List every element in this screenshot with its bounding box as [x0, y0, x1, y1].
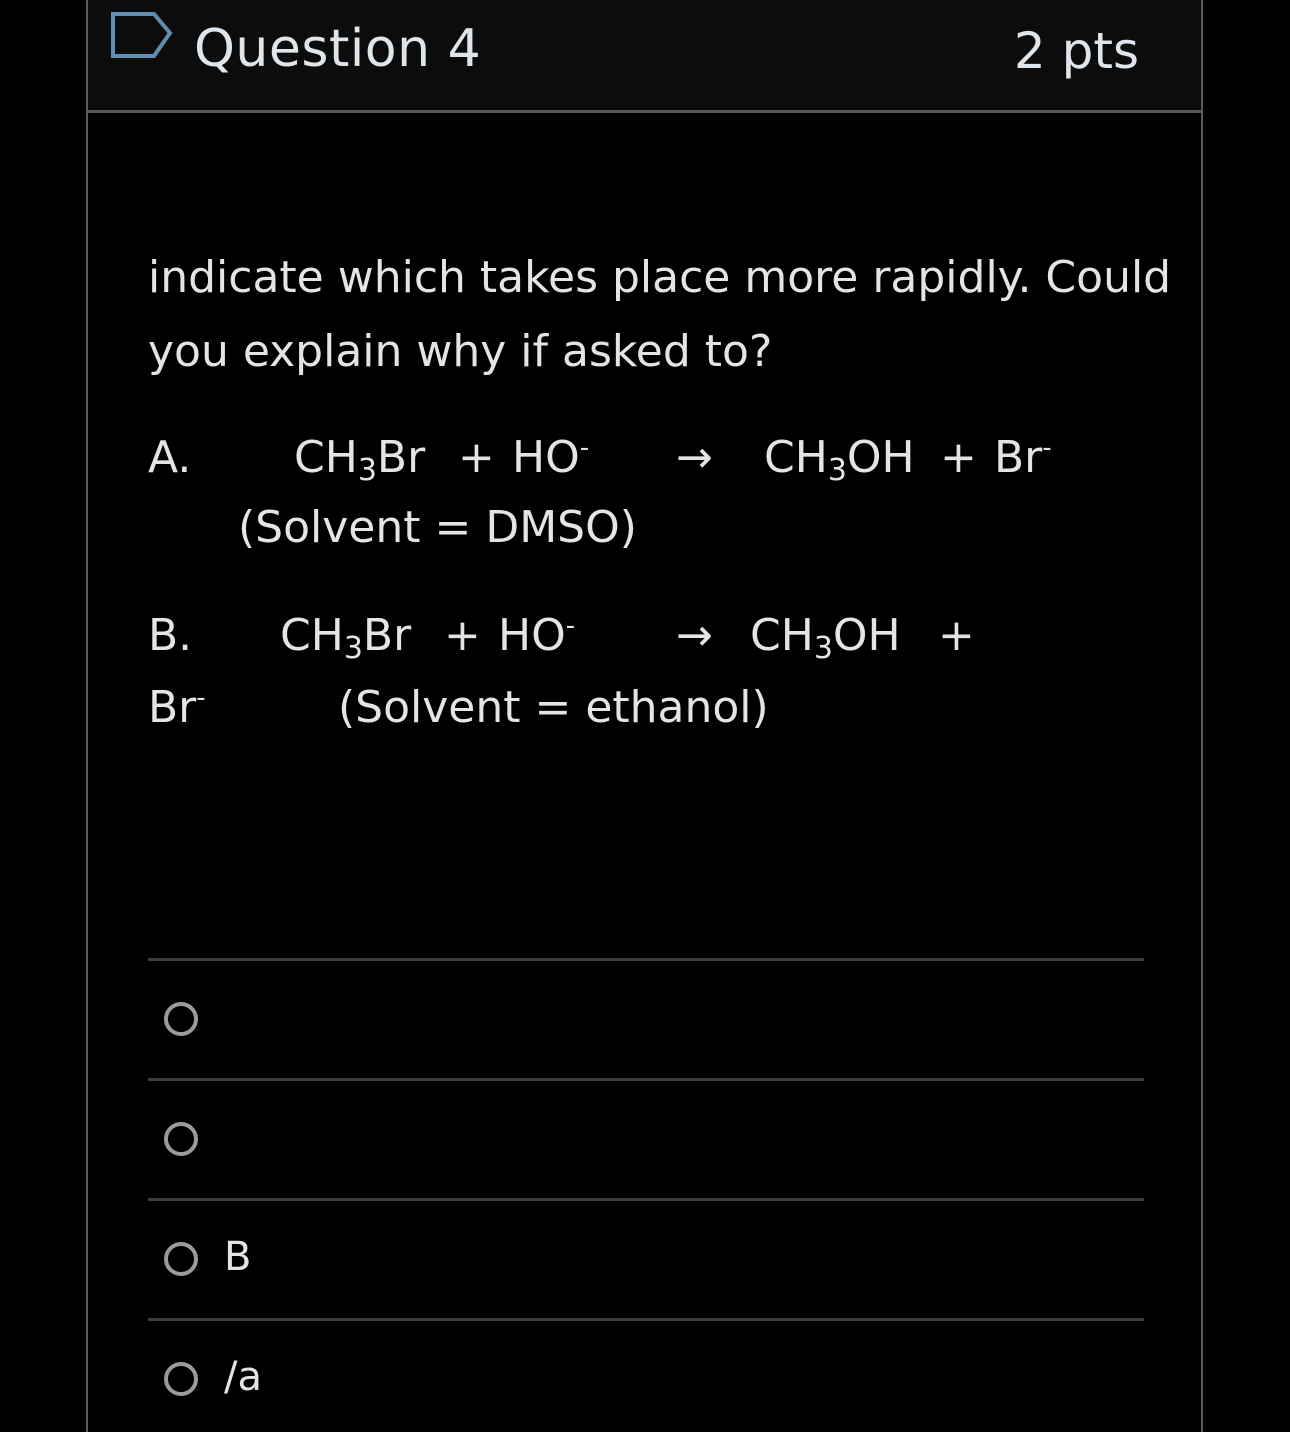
answer-option-label: B	[224, 1234, 252, 1280]
reaction-b-plus-1: +	[444, 610, 481, 661]
reaction-a-nucleophile: HO-	[512, 432, 590, 483]
reaction-b-nucleophile: HO-	[498, 610, 576, 661]
reaction-b-reactants: $CH_3Br$	[280, 610, 412, 666]
question-header	[88, 0, 1201, 113]
radio-circle-icon[interactable]	[164, 1122, 198, 1156]
reaction-b-label: B.	[148, 610, 193, 661]
reaction-a-plus-2: +	[940, 432, 977, 483]
radio-circle-icon[interactable]	[164, 1002, 198, 1036]
question-text-line-2: you explain why if asked to?	[148, 326, 773, 377]
reaction-b-plus-2: +	[938, 610, 975, 661]
answer-option-4[interactable]	[148, 1321, 1144, 1432]
reaction-a-product: $CH_3OH$	[764, 432, 915, 488]
radio-circle-icon[interactable]	[164, 1242, 198, 1276]
flag-question-icon[interactable]	[110, 10, 174, 60]
answer-option-label: /a	[224, 1354, 262, 1400]
reaction-b-solvent: (Solvent = ethanol)	[338, 682, 769, 733]
reaction-a-plus-1: +	[458, 432, 495, 483]
answer-option-1[interactable]	[148, 961, 1144, 1078]
question-title: Question 4	[194, 19, 482, 79]
radio-circle-icon[interactable]	[164, 1362, 198, 1396]
answer-option-3[interactable]	[148, 1201, 1144, 1318]
reaction-a-solvent: (Solvent = DMSO)	[238, 502, 637, 553]
reaction-a-label: A.	[148, 432, 192, 483]
reaction-a-leaving-group: Br-	[994, 432, 1052, 483]
question-text-line-1: indicate which takes place more rapidly. Could	[148, 252, 1172, 303]
reaction-b-arrow: →	[676, 610, 713, 661]
question-points: 2 pts	[1013, 22, 1139, 80]
reaction-b-product: $CH_3OH$	[750, 610, 901, 666]
reaction-b-leaving-group: Br-	[148, 682, 206, 733]
answer-option-2[interactable]	[148, 1081, 1144, 1198]
reaction-a-reactants: $CH_3Br$	[294, 432, 426, 488]
reaction-a-arrow: →	[676, 432, 713, 483]
question-card	[86, 0, 1203, 1432]
